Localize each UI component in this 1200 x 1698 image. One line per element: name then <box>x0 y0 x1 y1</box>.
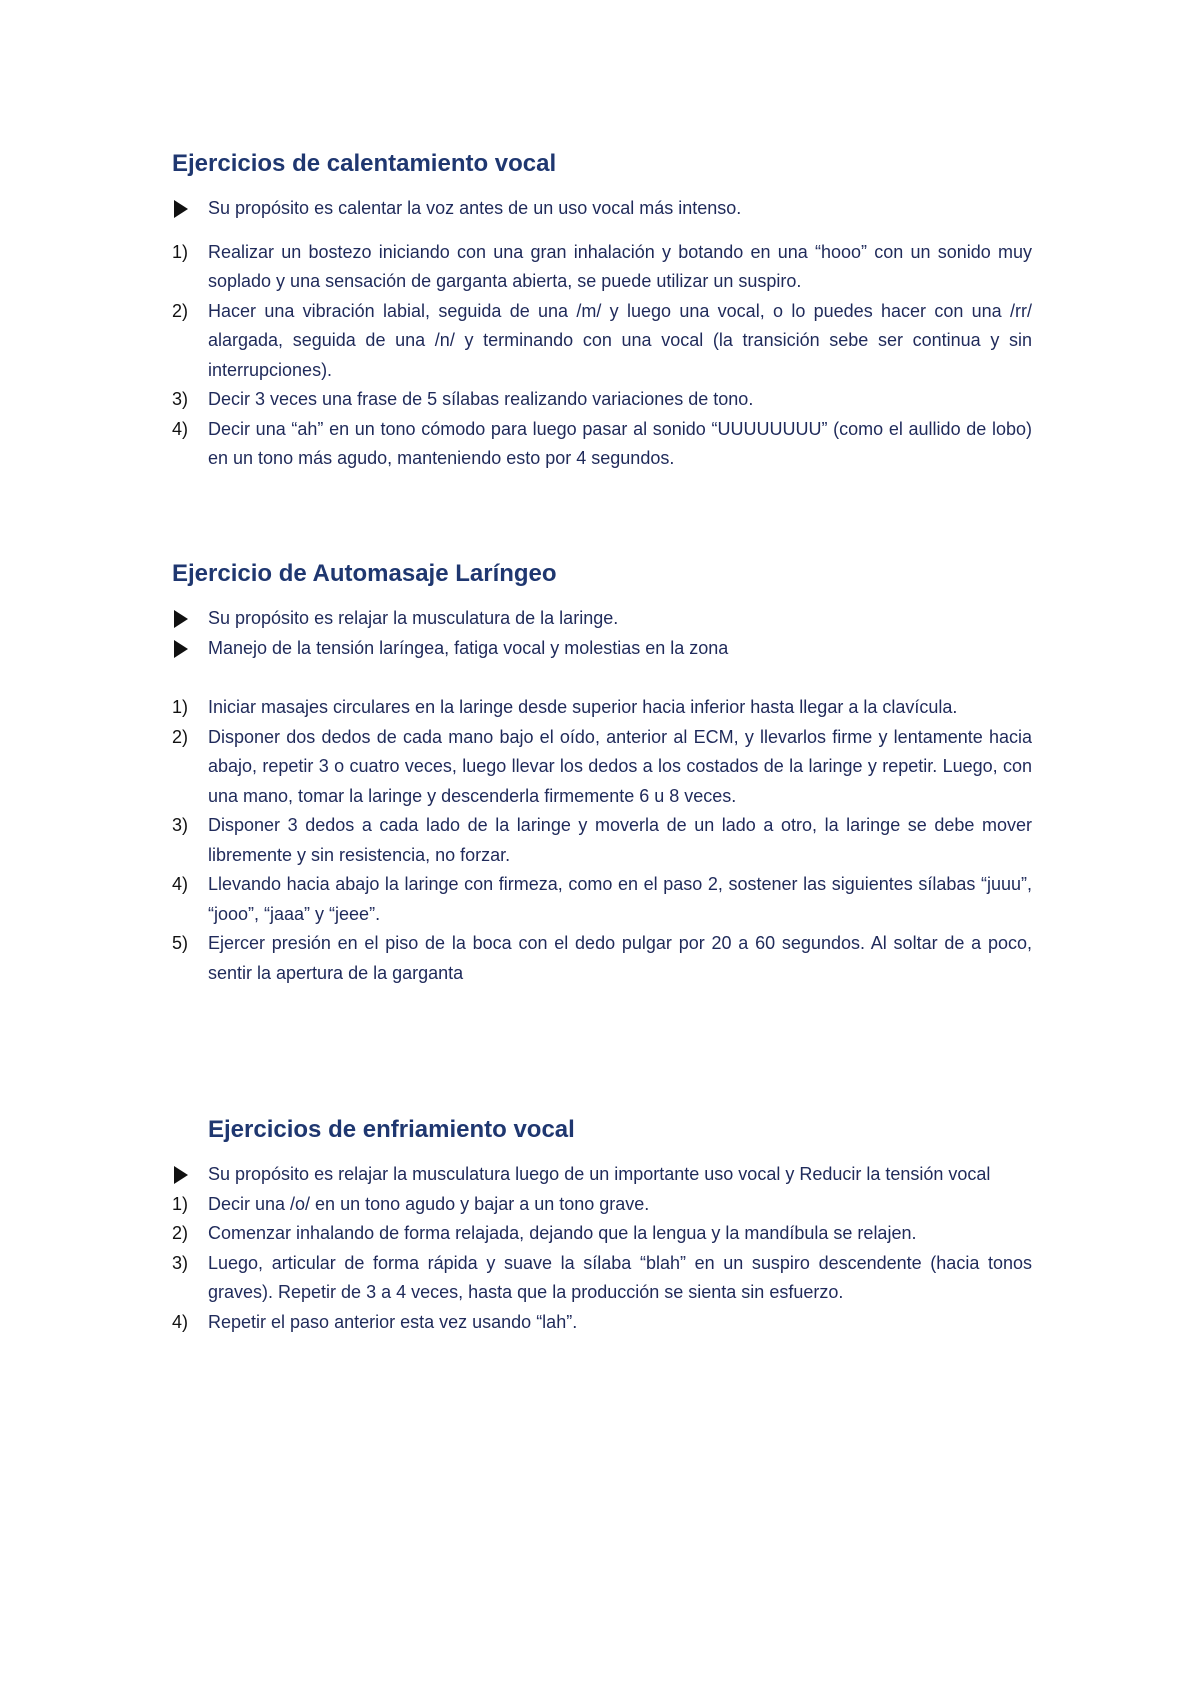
bullet-item <box>172 1160 1032 1190</box>
bullet-item <box>172 604 1032 634</box>
numbered-list <box>172 238 1032 474</box>
item-number: 3) <box>172 815 189 835</box>
list-item <box>172 1190 1032 1220</box>
item-text: Decir 3 veces una frase de 5 sílabas realizando variaciones de tono. <box>208 389 754 409</box>
item-number: 2) <box>172 1223 189 1243</box>
bullet-text: Su propósito es relajar la musculatura luego de un importante uso vocal y Reducir la tensión vocal <box>208 1164 991 1184</box>
arrow-bullet-icon <box>174 1166 188 1184</box>
list-item <box>172 415 1032 474</box>
section-cooldown <box>208 1112 1032 1148</box>
list-item <box>172 1219 1032 1249</box>
list-item <box>172 723 1032 812</box>
list-item <box>172 693 1032 723</box>
item-number: 1) <box>172 241 189 262</box>
arrow-bullet-icon <box>174 610 188 628</box>
section-title: Ejercicios de enfriamiento vocal <box>208 1116 575 1143</box>
item-number: 3) <box>172 1252 189 1273</box>
section-title: Ejercicio de Automasaje Laríngeo <box>172 560 557 587</box>
item-text: Realizar un bostezo iniciando con una gran inhalación y botando en una “hooo” con un sonido muy soplado y una sensación de garganta abierta, se puede utilizar un suspiro. <box>208 241 1032 291</box>
item-text: Luego, articular de forma rápida y suave la sílaba “blah” en un suspiro descendente (hacia tonos graves). Repetir de 3 a 4 veces, hasta que la producción se sienta sin esfuerzo. <box>208 1252 1032 1302</box>
list-item <box>172 929 1032 988</box>
item-text: Ejercer presión en el piso de la boca con el dedo pulgar por 20 a 60 segundos. Al soltar de a poco, sentir la apertura de la garganta <box>208 933 1032 983</box>
bullet-text: Su propósito es calentar la voz antes de un uso vocal más intenso. <box>208 198 742 218</box>
list-item <box>172 870 1032 929</box>
item-text: Decir una /o/ en un tono agudo y bajar a un tono grave. <box>208 1193 650 1214</box>
section-cooldown-body <box>172 1160 1032 1337</box>
item-text: Repetir el paso anterior esta vez usando “lah”. <box>208 1311 578 1332</box>
arrow-bullet-icon <box>174 200 188 218</box>
item-number: 2) <box>172 726 189 747</box>
bullet-item <box>172 194 1032 224</box>
item-text: Disponer dos dedos de cada mano bajo el oído, anterior al ECM, y llevarlos firme y lentamente hacia abajo, repetir 3 o cuatro veces, luego llevar los dedos a los costados de la laringe y repetir. Luego, con una mano, tomar la laringe y descenderla firmemente 6 u 8 veces. <box>208 726 1032 806</box>
list-item <box>172 385 1032 415</box>
item-number: 4) <box>172 1311 189 1332</box>
item-number: 4) <box>172 418 189 439</box>
bullet-item <box>172 634 1032 664</box>
item-number: 5) <box>172 933 189 953</box>
section-laryngeal-massage <box>172 556 1032 988</box>
bullet-list <box>172 194 1032 224</box>
numbered-list <box>172 693 1032 988</box>
item-text: Iniciar masajes circulares en la laringe desde superior hacia inferior hasta llegar a la clavícula. <box>208 697 958 717</box>
item-number: 4) <box>172 874 189 894</box>
item-text: Hacer una vibración labial, seguida de una /m/ y luego una vocal, o lo puedes hacer con una /rr/ alargada, seguida de una /n/ y terminando con una vocal (la transición sebe ser continua y sin interrupciones). <box>208 300 1032 380</box>
item-text: Decir una “ah” en un tono cómodo para luego pasar al sonido “UUUUUUUU” (como el aullido de lobo) en un tono más agudo, manteniendo esto por 4 segundos. <box>208 418 1032 468</box>
item-number: 3) <box>172 389 189 409</box>
bullet-text: Manejo de la tensión laríngea, fatiga vocal y molestias en la zona <box>208 637 729 658</box>
item-number: 1) <box>172 697 189 717</box>
item-number: 1) <box>172 1193 189 1214</box>
list-item <box>172 1308 1032 1338</box>
list-item <box>172 238 1032 297</box>
bullet-list <box>172 1160 1032 1190</box>
list-item <box>172 1249 1032 1308</box>
item-text: Llevando hacia abajo la laringe con firmeza, como en el paso 2, sostener las siguientes sílabas “juuu”, “jooo”, “jaaa” y “jeee”. <box>208 874 1032 924</box>
section-warmup <box>172 146 1032 474</box>
bullet-text: Su propósito es relajar la musculatura de la laringe. <box>208 608 619 628</box>
numbered-list <box>172 1190 1032 1338</box>
section-title: Ejercicios de calentamiento vocal <box>172 150 557 177</box>
item-text: Disponer 3 dedos a cada lado de la laringe y moverla de un lado a otro, la laringe se debe mover libremente y sin resistencia, no forzar. <box>208 815 1032 865</box>
list-item <box>172 811 1032 870</box>
list-item <box>172 297 1032 386</box>
bullet-list <box>172 604 1032 663</box>
item-text: Comenzar inhalando de forma relajada, dejando que la lengua y la mandíbula se relajen. <box>208 1223 917 1243</box>
item-number: 2) <box>172 300 189 321</box>
arrow-bullet-icon <box>174 640 188 658</box>
